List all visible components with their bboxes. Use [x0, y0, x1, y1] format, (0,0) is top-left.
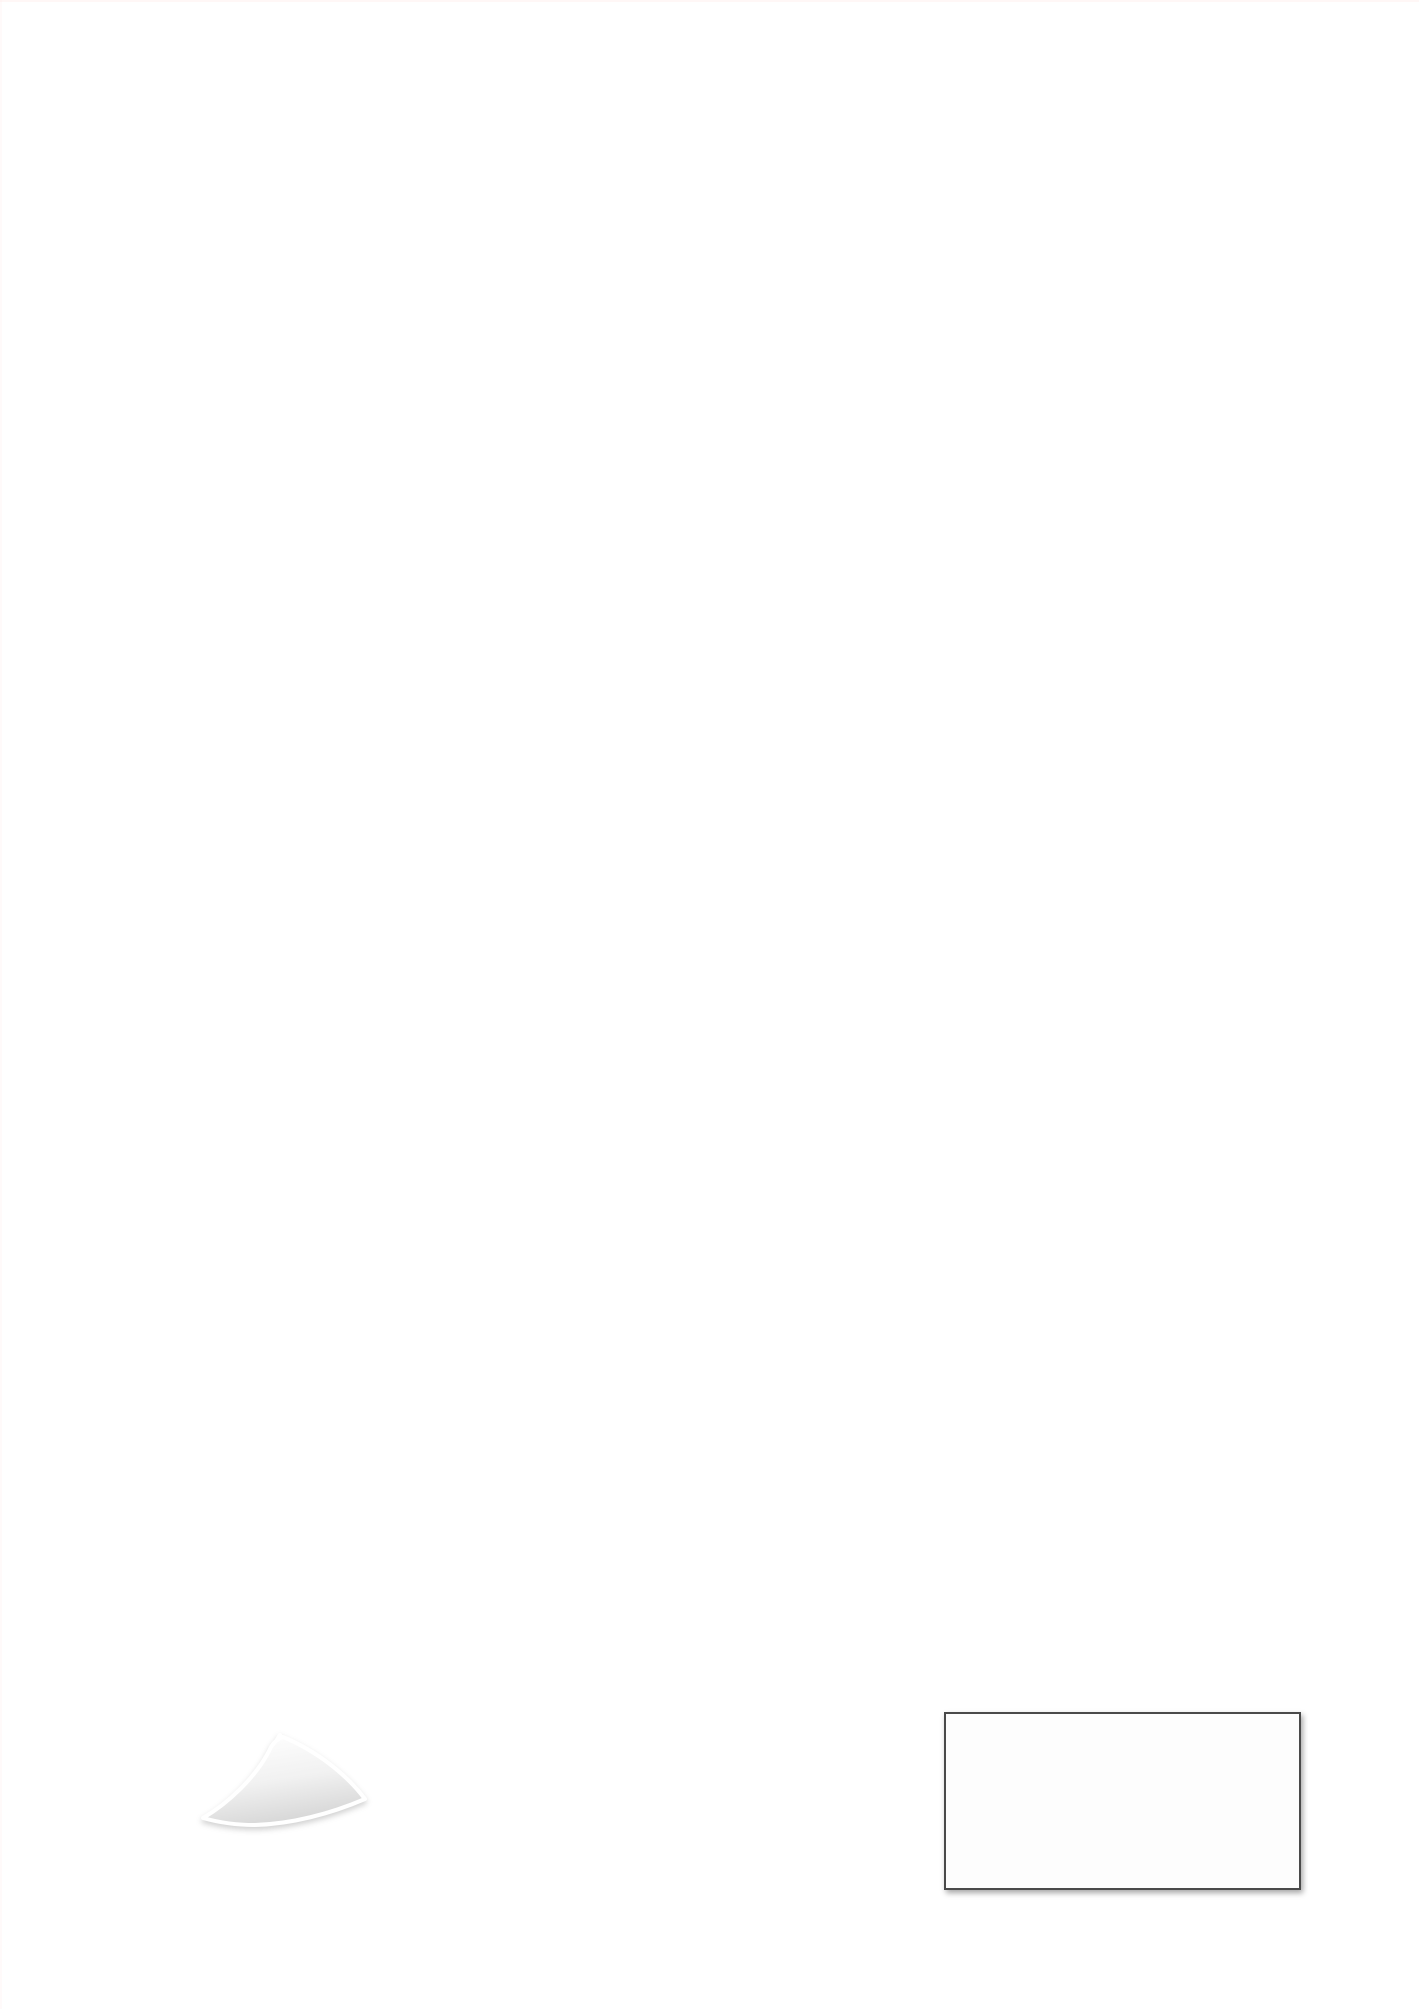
synopsis-block — [95, 100, 1302, 126]
page-swoosh-icon — [203, 1735, 365, 1825]
publisher-logo — [95, 1683, 405, 1898]
barcode-background — [945, 1713, 1300, 1889]
isbn-barcode — [944, 1712, 1301, 1890]
